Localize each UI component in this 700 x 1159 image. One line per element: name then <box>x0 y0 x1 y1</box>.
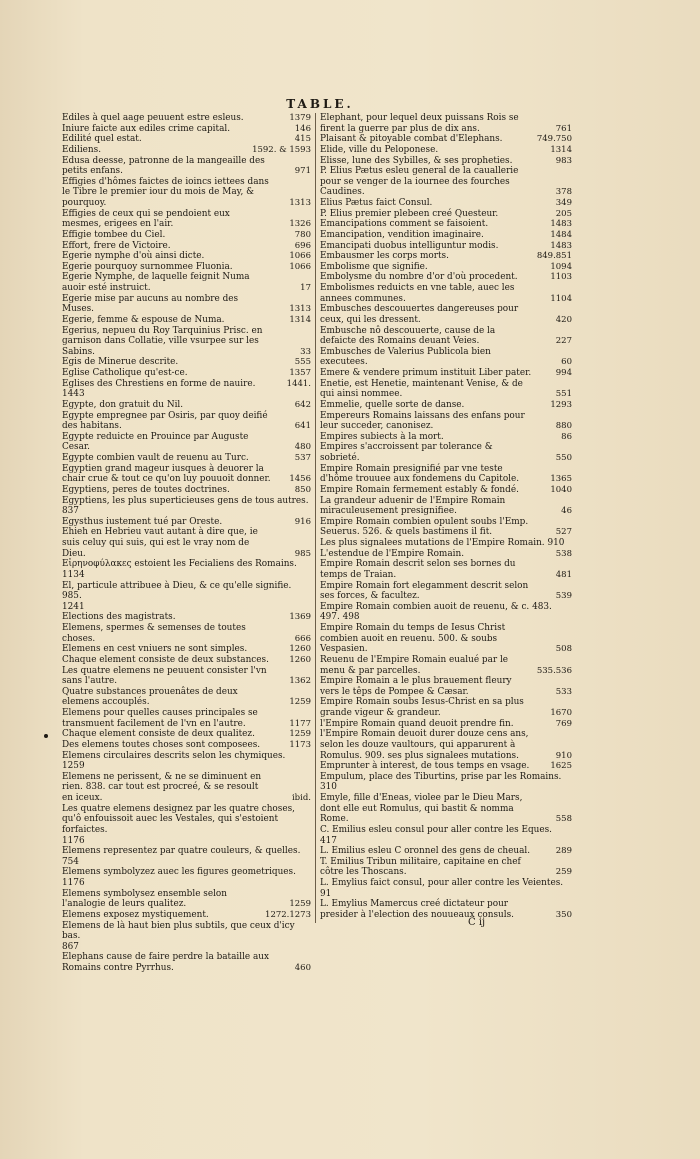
index-entry <box>62 602 311 613</box>
entry-text: Empire Romain a le plus brauement fleury vers le têps de Pompee & Cæsar. <box>320 676 512 697</box>
index-entry <box>62 559 311 570</box>
entry-text: Embolismes reduicts en vne table, auec les annees communes. <box>320 283 515 304</box>
entry-text: Egerie Nymphe, de laquelle feignit Numa auoir esté instruict. <box>62 272 250 293</box>
index-entry <box>62 644 311 655</box>
entry-text: Effigies d'hômes faictes de ioincs iettees dans le Tibre le premier iour du mois de May, & pourquoy. <box>62 176 269 208</box>
entry-page-number: 146 <box>294 123 311 134</box>
index-entry <box>62 942 311 953</box>
index-entry <box>320 538 572 549</box>
entry-text: Empire Romain fermement estably & fondé. <box>320 484 519 495</box>
index-entry <box>320 432 572 443</box>
entry-page-number: 527 <box>555 527 572 538</box>
index-entry <box>320 559 572 580</box>
entry-page-number: 994 <box>555 368 572 378</box>
index-entry <box>62 432 311 453</box>
index-entry <box>62 156 311 177</box>
index-entry <box>62 804 311 836</box>
entry-page-number: 420 <box>555 314 572 325</box>
entry-text: Egerie nymphe d'où ainsi dicte. <box>62 251 205 262</box>
entry-text: Empire Romain combien opulent soubs l'Emp. Seuerus. 526. & quels bastimens il fit. <box>320 516 529 538</box>
signature-mark: C ij <box>468 917 486 928</box>
index-entry <box>62 740 311 751</box>
entry-text: P. Elius Pætus esleu general de la cauallerie pour se venger de la iournee des fourches Caudines. <box>320 166 519 198</box>
entry-text: Elemens ne perissent, & ne se diminuent en rien. 838. car tout est procreé, & se resoult en iceux. <box>62 771 262 803</box>
entry-text: Elemens symbolysez ensemble selon l'analogie de leurs qualitez. <box>62 888 227 910</box>
entry-text: Edilité quel estat. <box>62 134 142 145</box>
entry-text: Egerius, nepueu du Roy Tarquinius Prisc. en garnison dans Collatie, ville vsurpee sur les Sabins. <box>62 325 263 357</box>
entry-page-number: 696 <box>294 240 311 251</box>
entry-page-number: 880 <box>555 421 572 432</box>
index-entry <box>320 825 572 836</box>
index-entry <box>62 251 311 262</box>
entry-text: L. Emylius Mamercus creé dictateur pour presider à l'election des nouueaux consuls. <box>320 899 514 920</box>
entry-text: Empire Romain presignifié par vne teste d'hôme trouuee aux fondemens du Capitole. <box>320 463 520 485</box>
index-entry <box>62 570 311 581</box>
index-entry <box>62 496 311 507</box>
index-entry <box>62 113 311 124</box>
entry-page-number: 86 <box>561 431 572 442</box>
index-entry <box>62 761 311 772</box>
index-entry <box>62 655 311 666</box>
index-entry <box>62 315 311 326</box>
index-entry <box>62 846 311 857</box>
index-entry <box>320 134 572 145</box>
entry-text: Elemens representez par quatre couleurs, & quelles. <box>62 846 301 857</box>
entry-page-number: 1314 <box>550 144 572 155</box>
entry-page-number: 849.851 <box>536 251 572 262</box>
index-entry <box>62 878 311 889</box>
index-entry <box>320 772 572 783</box>
entry-text: Egypte reduicte en Prouince par Auguste Cesar. <box>62 431 249 453</box>
entry-text: Elemens, spermes & semenses de toutes choses. <box>62 623 246 644</box>
entry-text: Reuenu de l'Empire Romain eualué par le menu & par parcelles. <box>320 654 509 676</box>
entry-page-number: 983 <box>555 155 572 166</box>
entry-text: L'estendue de l'Empire Romain. <box>320 548 465 559</box>
entry-page-number: 1177 <box>289 718 311 729</box>
entry-text: Les quatre elemens ne peuuent consister l'vn sans l'autre. <box>62 665 267 687</box>
index-entry <box>62 357 311 368</box>
entry-text: Egyptien grand mageur iusques à deuorer la chair crue & tout ce qu'on luy pouuoit donner. <box>62 463 271 485</box>
index-entry <box>320 113 572 134</box>
entry-text: Empire Romain soubs Iesus-Christ en sa plus grande vigeur & grandeur. <box>320 697 524 718</box>
index-entry <box>320 793 572 825</box>
entry-text: Effigies de ceux qui se pendoient eux mesmes, erigees en l'air. <box>62 208 230 230</box>
entry-text: 1259 <box>62 761 85 772</box>
index-entry <box>62 612 311 623</box>
entry-page-number: ibid. <box>291 793 311 803</box>
index-entry <box>320 379 572 400</box>
index-entry <box>320 676 572 697</box>
entry-page-number: 1484 <box>550 229 572 240</box>
entry-page-number: 1670 <box>550 708 572 718</box>
entry-text: Elisse, lune des Sybilles, & ses propheties. <box>320 155 513 166</box>
index-entry <box>320 219 572 230</box>
entry-text: Empulum, place des Tiburtins, prise par les Romains. <box>320 771 562 782</box>
entry-page-number: 1173 <box>289 739 311 750</box>
index-entry <box>62 262 311 273</box>
index-entry <box>62 772 311 804</box>
index-entry <box>62 294 311 315</box>
index-entry <box>62 517 311 528</box>
index-entry <box>320 878 572 889</box>
entry-text: Chaque element consiste de deux qualitez. <box>62 729 255 740</box>
index-entry <box>62 687 311 708</box>
index-entry <box>320 655 572 676</box>
entry-text: Elius Pætus faict Consul. <box>320 198 433 208</box>
ink-dot <box>44 734 48 738</box>
entry-text: Les plus signalees mutations de l'Empire Romain. 910 <box>320 538 565 548</box>
index-entry <box>320 761 572 772</box>
index-entry <box>62 326 311 358</box>
entry-text: Edusa deesse, patronne de la mangeaille des petits enfans. <box>62 155 265 177</box>
index-entry <box>320 283 572 304</box>
index-entry <box>62 379 311 390</box>
entry-text: Empire Romain du temps de Iesus Christ combien auoit en reuenu. 500. & soubs Vespasien. <box>320 623 506 655</box>
index-entry <box>320 326 572 347</box>
entry-page-number: 761 <box>555 123 572 134</box>
entry-text: Εἰρηνοφύλακες estoient les Fecialiens des Romains. <box>62 559 297 570</box>
entry-page-number: 1441. <box>286 378 311 389</box>
entry-text: C. Emilius esleu consul pour aller contre les Eques. <box>320 824 552 835</box>
index-entry <box>62 921 311 942</box>
index-entry <box>62 836 311 847</box>
entry-text: Elemens de là haut bien plus subtils, que ceux d'icy bas. <box>62 920 295 942</box>
entry-text: 417 <box>320 835 337 846</box>
index-entry <box>320 729 572 761</box>
index-entry <box>62 453 311 464</box>
entry-text: 754 <box>62 856 79 867</box>
index-entry <box>320 485 572 496</box>
entry-text: 1176 <box>62 835 85 846</box>
entry-page-number: 60 <box>561 357 572 368</box>
entry-text: Elemens exposez mystiquement. <box>62 909 209 920</box>
entry-text: Elemens symbolyzez auec les figures geometriques. <box>62 867 296 878</box>
entry-page-number: 555 <box>294 357 311 368</box>
index-entry <box>62 485 311 496</box>
entry-text: 91 <box>320 888 332 899</box>
entry-page-number: 205 <box>555 208 572 219</box>
entry-page-number: 539 <box>555 591 572 602</box>
entry-page-number: 415 <box>294 134 311 145</box>
entry-text: Elephans cause de faire perdre la bataille aux Romains contre Pyrrhus. <box>62 952 269 973</box>
entry-text: Effort, frere de Victoire. <box>62 240 171 251</box>
entry-page-number: 769 <box>555 718 572 729</box>
entry-page-number: 481 <box>555 569 572 580</box>
entry-page-number: 641 <box>294 421 311 432</box>
index-entry <box>320 368 572 379</box>
entry-page-number: 1040 <box>550 484 572 495</box>
index-entry <box>320 846 572 857</box>
entry-page-number: 227 <box>555 336 572 347</box>
entry-page-number: 971 <box>294 166 311 177</box>
entry-text: Ehieh en Hebrieu vaut autant à dire que, ie suis celuy qui suis, qui est le vray nom de Dieu. <box>62 527 258 559</box>
entry-page-number: 1066 <box>289 261 311 272</box>
index-entry <box>320 782 572 793</box>
entry-text: Emancipation, vendition imaginaire. <box>320 229 484 240</box>
entry-text: Emancipati duobus intelliguntur modis. <box>320 240 499 251</box>
entry-text: Les quatre elemens designez par les quatre choses, qu'ô enfouissoit auec les Vestales, qui s'estoient forfaictes. <box>62 803 295 835</box>
index-entry <box>320 230 572 241</box>
entry-text: Egerie mise par aucuns au nombre des Muses. <box>62 293 239 315</box>
entry-page-number: 1379 <box>289 113 311 123</box>
entry-text: Elide, ville du Peloponese. <box>320 144 439 155</box>
index-entry <box>320 272 572 283</box>
index-entry <box>320 496 572 517</box>
entry-page-number: 46 <box>561 506 572 517</box>
index-entry <box>320 241 572 252</box>
entry-text: Elemens en cest vniuers ne sont simples. <box>62 644 248 655</box>
index-entry <box>62 623 311 644</box>
index-entry <box>320 304 572 325</box>
entry-page-number: 1592. & 1593 <box>252 144 311 155</box>
entry-page-number: 533 <box>555 686 572 697</box>
index-entry <box>320 899 572 920</box>
entry-page-number: 1483 <box>550 219 572 230</box>
entry-text: 1241 <box>62 601 85 612</box>
entry-page-number: 1094 <box>550 261 572 272</box>
index-entry <box>62 857 311 868</box>
index-entry <box>320 251 572 262</box>
entry-page-number: 289 <box>555 846 572 857</box>
entry-page-number: 1326 <box>289 219 311 230</box>
entry-text: Emere & vendere primum instituit Liber pater. <box>320 368 532 378</box>
entry-text: Embolisme que signifie. <box>320 261 428 272</box>
entry-page-number: 1483 <box>550 240 572 251</box>
index-entry <box>320 209 572 220</box>
entry-text: Enetie, est Henetie, maintenant Venise, & de qui ainsi nommee. <box>320 378 523 400</box>
entry-page-number: 537 <box>294 453 311 463</box>
entry-text: l'Empire Romain quand deuoit prendre fin. <box>320 718 514 729</box>
index-entry <box>320 145 572 156</box>
index-entry <box>62 889 311 910</box>
entry-text: Empire Romain combien auoit de reuenu, & c. 483. 497. 498 <box>320 601 552 623</box>
entry-text: Plaisant & pitoyable combat d'Elephans. <box>320 134 503 145</box>
entry-page-number: 1066 <box>289 251 311 262</box>
entry-page-number: 1314 <box>289 314 311 325</box>
entry-page-number: 558 <box>555 814 572 825</box>
entry-text: Egis de Minerue descrite. <box>62 357 179 368</box>
entry-page-number: 1259 <box>289 729 311 740</box>
index-entry <box>62 145 311 156</box>
entry-page-number: 642 <box>294 399 311 410</box>
entry-page-number: 17 <box>300 283 311 293</box>
entry-page-number: 850 <box>294 484 311 495</box>
index-entry <box>62 368 311 379</box>
entry-page-number: 480 <box>294 442 311 453</box>
entry-page-number: 1625 <box>550 761 572 772</box>
index-entry <box>320 166 572 198</box>
index-entry <box>62 272 311 293</box>
index-entry <box>62 177 311 209</box>
entry-text: Eglise Catholique qu'est-ce. <box>62 368 188 378</box>
entry-text: Egyptiens, peres de toutes doctrines. <box>62 484 230 495</box>
entry-text: Embusches descouuertes dangereuses pour ceux, qui les dressent. <box>320 304 519 325</box>
running-head: TABLE. <box>286 97 354 111</box>
entry-text: Embolysme du nombre d'or d'où procedent. <box>320 272 518 283</box>
entry-text: l'Empire Romain deuoit durer douze cens ans, selon les douze vaultours, qui apparurent à Romulus. 909. ses plus signalees mutations. <box>320 729 529 761</box>
entry-text: Ediles à quel aage peuuent estre esleus. <box>62 113 244 123</box>
index-entry <box>320 836 572 847</box>
index-entry <box>62 400 311 411</box>
entry-text: Embausmer les corps morts. <box>320 251 449 262</box>
index-entry <box>62 666 311 687</box>
index-entry <box>320 549 572 560</box>
entry-page-number: 378 <box>555 187 572 198</box>
index-entry <box>62 506 311 517</box>
index-entry <box>62 411 311 432</box>
entry-text: Egypte empregnee par Osiris, par quoy deifié des habitans. <box>62 410 268 432</box>
index-entry <box>62 867 311 878</box>
index-entry <box>320 198 572 209</box>
entry-page-number: 259 <box>555 867 572 878</box>
entry-text: Egysthus iustement tué par Oreste. <box>62 516 223 527</box>
index-entry <box>320 581 572 602</box>
entry-page-number: 1313 <box>289 198 311 208</box>
entry-text: El, particule attribuee à Dieu, & ce qu'elle signifie. 985. <box>62 580 292 602</box>
entry-page-number: 1260 <box>289 654 311 665</box>
index-entry <box>62 527 311 559</box>
entry-page-number: 460 <box>294 963 311 973</box>
entry-page-number: 551 <box>555 389 572 400</box>
entry-text: 1134 <box>62 569 85 580</box>
entry-text: Iniure faicte aux ediles crime capital. <box>62 123 231 134</box>
entry-text: L. Emylius faict consul, pour aller contre les Veientes. <box>320 878 564 888</box>
index-entry <box>62 389 311 400</box>
index-entry <box>320 623 572 655</box>
index-entry <box>62 708 311 729</box>
entry-text: Eglises des Chrestiens en forme de nauire. <box>62 378 256 389</box>
index-entry <box>62 751 311 762</box>
index-entry <box>320 464 572 485</box>
index-entry <box>320 517 572 538</box>
entry-text: Empires s'accroissent par tolerance & sobrieté. <box>320 442 493 463</box>
index-entry <box>320 262 572 273</box>
entry-page-number: 749.750 <box>536 134 572 145</box>
entry-text: P. Elius premier plebeen creé Questeur. <box>320 208 499 219</box>
entry-page-number: 550 <box>555 453 572 463</box>
entry-page-number: 538 <box>555 548 572 559</box>
index-entry <box>320 442 572 463</box>
index-entry <box>320 347 572 368</box>
entry-page-number: 1362 <box>289 676 311 687</box>
entry-text: Egypte combien vault de reuenu au Turc. <box>62 453 249 463</box>
entry-page-number: 1260 <box>289 644 311 655</box>
entry-page-number: 1369 <box>289 612 311 623</box>
entry-page-number: 985 <box>294 548 311 559</box>
index-entry <box>320 156 572 167</box>
entry-page-number: 508 <box>555 644 572 655</box>
index-entry <box>62 134 311 145</box>
entry-text: Empire Romain descrit selon ses bornes du temps de Traian. <box>320 559 516 580</box>
entry-text: 310 <box>320 782 337 793</box>
index-column-right <box>315 113 572 923</box>
entry-text: Embusche nô descouuerte, cause de la defaicte des Romains deuant Veies. <box>320 325 496 347</box>
index-entry <box>320 602 572 623</box>
index-entry <box>62 464 311 485</box>
entry-text: 837 <box>62 506 79 517</box>
entry-page-number: 1456 <box>289 474 311 485</box>
entry-text: T. Emilius Tribun militaire, capitaine en chef côtre les Thoscans. <box>320 856 521 878</box>
entry-page-number: 349 <box>555 198 572 208</box>
entry-page-number: 1357 <box>289 368 311 378</box>
index-entry <box>62 209 311 230</box>
entry-text: 867 <box>62 941 79 952</box>
entry-page-number: 916 <box>294 516 311 527</box>
index-entry <box>320 411 572 432</box>
entry-page-number: 33 <box>300 346 311 357</box>
index-entry <box>62 230 311 241</box>
entry-page-number: 666 <box>294 633 311 644</box>
entry-text: Egypte, don gratuit du Nil. <box>62 399 184 410</box>
index-entry <box>62 952 311 973</box>
index-entry <box>320 857 572 878</box>
entry-text: Egerie, femme & espouse de Numa. <box>62 314 225 325</box>
entry-text: Emprunter à interest, de tous temps en vsage. <box>320 761 530 772</box>
index-entry <box>62 124 311 135</box>
entry-text: Emyle, fille d'Eneas, violee par le Dieu Mars, dont elle eut Romulus, qui bastit & nomma Rome. <box>320 793 523 825</box>
entry-text: L. Emilius esleu C oronnel des gens de cheual. <box>320 846 531 857</box>
entry-page-number: 1104 <box>550 293 572 304</box>
entry-page-number: 1259 <box>289 899 311 910</box>
entry-page-number: 1293 <box>550 399 572 410</box>
index-entry <box>62 581 311 602</box>
index-entry <box>320 889 572 900</box>
index-entry <box>62 910 311 921</box>
entry-page-number: 910 <box>555 750 572 761</box>
entry-text: Ediliens. <box>62 144 102 155</box>
entry-text: Embusches de Valerius Publicola bien executees. <box>320 346 491 368</box>
entry-text: Des elemens toutes choses sont composees. <box>62 739 261 750</box>
entry-text: 1443 <box>62 389 85 400</box>
index-column-left <box>62 113 311 974</box>
entry-text: 1176 <box>62 878 85 888</box>
entry-text: Elemens pour quelles causes principales se transmuent facilement de l'vn en l'autre. <box>62 708 258 729</box>
entry-text: La grandeur aduenir de l'Empire Romain miraculeusement presignifiee. <box>320 495 506 517</box>
entry-text: Quatre substances prouenâtes de deux elemens accouplés. <box>62 686 238 708</box>
entry-page-number: 535.536 <box>536 665 572 676</box>
entry-page-number: 780 <box>294 229 311 240</box>
entry-page-number: 1103 <box>550 272 572 283</box>
entry-page-number: 350 <box>555 909 572 920</box>
entry-page-number: 1259 <box>289 697 311 708</box>
entry-text: Egerie pourquoy surnommee Fluonia. <box>62 261 233 272</box>
entry-text: Elections des magistrats. <box>62 612 176 623</box>
entry-text: Empire Romain fort elegamment descrit selon ses forces, & facultez. <box>320 580 529 602</box>
entry-page-number: 1272.1273 <box>265 909 311 920</box>
entry-text: Empereurs Romains laissans des enfans pour leur succeder, canonisez. <box>320 410 525 432</box>
index-entry <box>320 697 572 718</box>
entry-page-number: 1313 <box>289 304 311 315</box>
entry-text: Chaque element consiste de deux substances. <box>62 654 269 665</box>
entry-text: Egyptiens, les plus superticieuses gens de tous autres. <box>62 495 309 506</box>
index-entry <box>320 719 572 730</box>
index-entry <box>62 729 311 740</box>
entry-text: Emancipations comment se faisoient. <box>320 219 489 230</box>
entry-text: Elemens circulaires descrits selon les chymiques. <box>62 750 286 761</box>
index-entry <box>62 241 311 252</box>
entry-text: Empires subiects à la mort. <box>320 431 444 442</box>
entry-text: Emmelie, quelle sorte de danse. <box>320 399 465 410</box>
index-entry <box>320 400 572 411</box>
entry-text: Elephant, pour lequel deux puissans Rois se firent la guerre par plus de dix ans. <box>320 113 519 134</box>
entry-page-number: 1365 <box>550 474 572 485</box>
entry-text: Effigie tombee du Ciel. <box>62 229 166 240</box>
